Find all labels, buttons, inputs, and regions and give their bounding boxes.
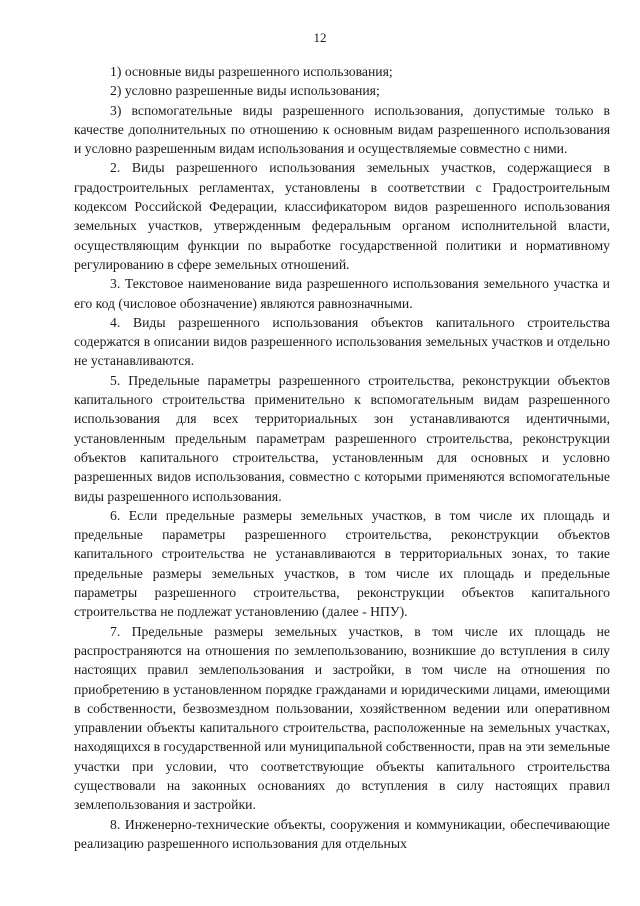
paragraph-2: 2. Виды разрешенного использования земельных участков, содержащиеся в градостроительных регламентах, установлены в соответствии с Градостроительным кодексом Российской Федерации, классификатором видов разрешенного использования земельных участков, утвержденным федеральным органом исполнительной власти, осуществляющим функции по выработке государственной политики и нормативному регулированию в сфере земельных отношений. xyxy=(74,160,610,272)
paragraph-5: 5. Предельные параметры разрешенного строительства, реконструкции объектов капитального строительства применительно к вспомогательным видам разрешенного использования для всех территориальных зон устанавливаются идентичными, установленным предельным параметрам разрешенного строительства, реконструкции объектов капитального строительства, установленным для основных и условно разрешенных видов использования, совместно с которыми применяются вспомогательные виды разрешенного использования. xyxy=(74,372,610,504)
paragraph-8: 8. Инженерно-технические объекты, сооружения и коммуникации, обеспечивающие реализацию разрешенного использования для отдельных xyxy=(74,816,610,851)
paragraph-item-1: 1) основные виды разрешенного использования; xyxy=(110,64,393,79)
paragraph-item-3: 3) вспомогательные виды разрешенного использования, допустимые только в качестве дополнительных по отношению к основным видам разрешенного использования и условно разрешенным видам использования и осуществляемые совместно с ними. xyxy=(74,102,610,157)
page-number: 12 xyxy=(313,30,327,45)
paragraph-6: 6. Если предельные размеры земельных участков, в том числе их площадь и предельные параметры разрешенного строительства, реконструкции объектов капитального строительства не устанавливаются в территориальных зонах, то такие предельные размеры земельных участков, в том числе их площадь и предельные параметры разрешенного строительства, реконструкции объектов капитального строительства не подлежат установлению (далее - НПУ). xyxy=(74,507,610,620)
paragraph-3: 3. Текстовое наименование вида разрешенного использования земельного участка и его код (числовое обозначение) являются равнозначными. xyxy=(74,276,610,311)
paragraph-4: 4. Виды разрешенного использования объектов капитального строительства содержатся в описании видов разрешенного использования земельных участков и отдельно не устанавливаются. xyxy=(74,314,610,369)
paragraph-7: 7. Предельные размеры земельных участков, в том числе их площадь не распространяются на отношения по землепользованию, возникшие до вступления в силу настоящих правил землепользования и застройки, в том числе на отношения по приобретению в установленном порядке гражданами и юридическими лицами, имеющими в собственности, безвозмездном пользовании, хозяйственном ведении или оперативном управлении объекты капитального строительства, расположенные на земельных участках, находящихся в государственной или муниципальной собственности, прав на эти земельные участки при условии, что соответствующие объекты капитального строительства существовали на законных основаниях до вступления в силу настоящих правил землепользования и застройки. xyxy=(74,623,610,813)
document-body xyxy=(74,62,610,853)
paragraph-item-2: 2) условно разрешенные виды использования; xyxy=(110,83,380,99)
